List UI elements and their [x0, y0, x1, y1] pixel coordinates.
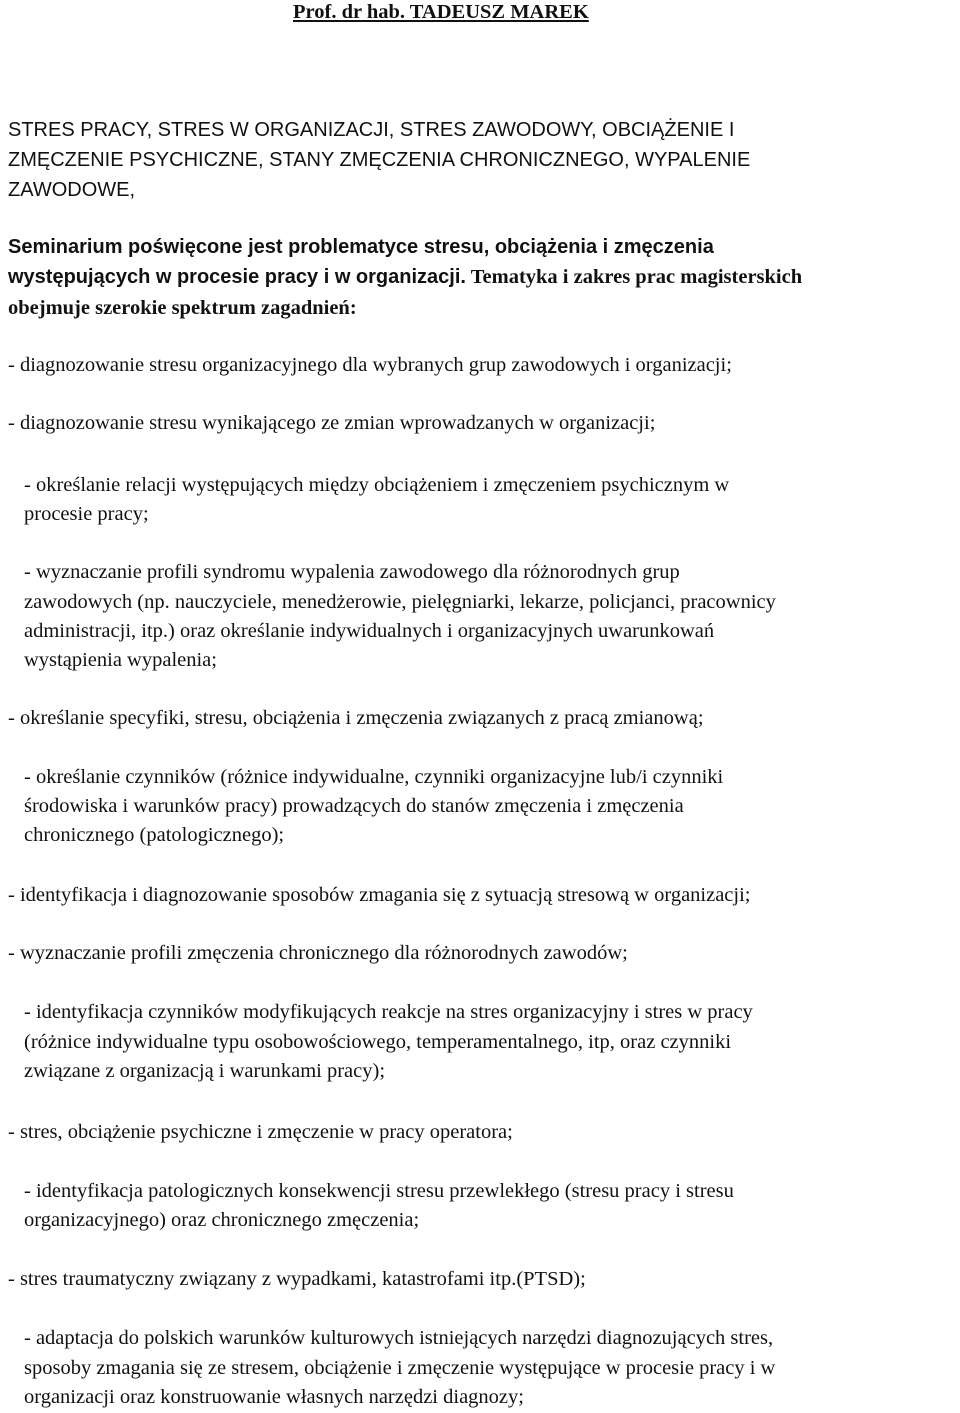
- intro-line-2-bold: występujących w procesie pracy i w organizacji.: [8, 266, 466, 288]
- list-item: - identyfikacja czynników modyfikujących reakcje na stres organizacyjny i stres w pracy: [24, 1001, 753, 1023]
- list-item: - określanie czynników (różnice indywidualne, czynniki organizacyjne lub/i czynniki: [24, 766, 724, 788]
- list-item: - identyfikacja i diagnozowanie sposobów zmagania się z sytuacją stresową w organizacji;: [8, 884, 751, 906]
- heading-line: ZMĘCZENIE PSYCHICZNE, STANY ZMĘCZENIA CHRONICZNEGO, WYPALENIE: [8, 149, 751, 171]
- list-item: - diagnozowanie stresu wynikającego ze zmian wprowadzanych w organizacji;: [8, 412, 656, 434]
- list-item: - identyfikacja patologicznych konsekwencji stresu przewlekłego (stresu pracy i stresu: [24, 1180, 734, 1202]
- list-item-continued: chronicznego (patologicznego);: [24, 824, 285, 846]
- list-item: - stres traumatyczny związany z wypadkami, katastrofami itp.(PTSD);: [8, 1268, 586, 1290]
- heading-line: ZAWODOWE,: [8, 179, 136, 201]
- intro-line-2-rest: Tematyka i zakres prac magisterskich: [465, 266, 803, 288]
- intro-line-1: Seminarium poświęcone jest problematyce stresu, obciążenia i zmęczenia: [8, 236, 714, 258]
- list-item-continued: związane z organizacją i warunkami pracy);: [24, 1060, 386, 1082]
- list-item: - wyznaczanie profili zmęczenia chronicznego dla różnorodnych zawodów;: [8, 942, 628, 964]
- list-item-continued: organizacyjnego) oraz chronicznego zmęczenia;: [24, 1209, 420, 1231]
- heading-line: STRES PRACY, STRES W ORGANIZACJI, STRES ZAWODOWY, OBCIĄŻENIE I: [8, 119, 735, 141]
- intro-line-3: obejmuje szerokie spektrum zagadnień:: [8, 297, 357, 319]
- list-item: - stres, obciążenie psychiczne i zmęczenie w pracy operatora;: [8, 1121, 513, 1143]
- list-item-continued: administracji, itp.) oraz określanie indywidualnych i organizacyjnych uwarunkowań: [24, 620, 715, 642]
- list-item-continued: organizacji oraz konstruowanie własnych narzędzi diagnozy;: [24, 1386, 524, 1408]
- list-item-continued: sposoby zmagania się ze stresem, obciążenie i zmęczenie występujące w procesie pracy i w: [24, 1357, 776, 1379]
- list-item: - adaptacja do polskich warunków kulturowych istniejących narzędzi diagnozujących stres,: [24, 1327, 774, 1349]
- list-item-continued: procesie pracy;: [24, 503, 149, 525]
- intro-line-2: [8, 265, 802, 289]
- list-item: - wyznaczanie profili syndromu wypalenia zawodowego dla różnorodnych grup: [24, 561, 680, 583]
- list-item: - diagnozowanie stresu organizacyjnego dla wybranych grup zawodowych i organizacji;: [8, 354, 732, 376]
- list-item-continued: zawodowych (np. nauczyciele, menedżerowie, pielęgniarki, lekarze, policjanci, pracownicy: [24, 591, 776, 613]
- list-item-continued: (różnice indywidualne typu osobowościowego, temperamentalnego, itp, oraz czynniki: [24, 1031, 732, 1053]
- author-title: Prof. dr hab. TADEUSZ MAREK: [293, 1, 589, 23]
- list-item: - określanie relacji występujących między obciążeniem i zmęczeniem psychicznym w: [24, 474, 730, 496]
- list-item-continued: wystąpienia wypalenia;: [24, 649, 217, 671]
- list-item-continued: środowiska i warunków pracy) prowadzących do stanów zmęczenia i zmęczenia: [24, 795, 684, 817]
- list-item: - określanie specyfiki, stresu, obciążenia i zmęczenia związanych z pracą zmianową;: [8, 707, 704, 729]
